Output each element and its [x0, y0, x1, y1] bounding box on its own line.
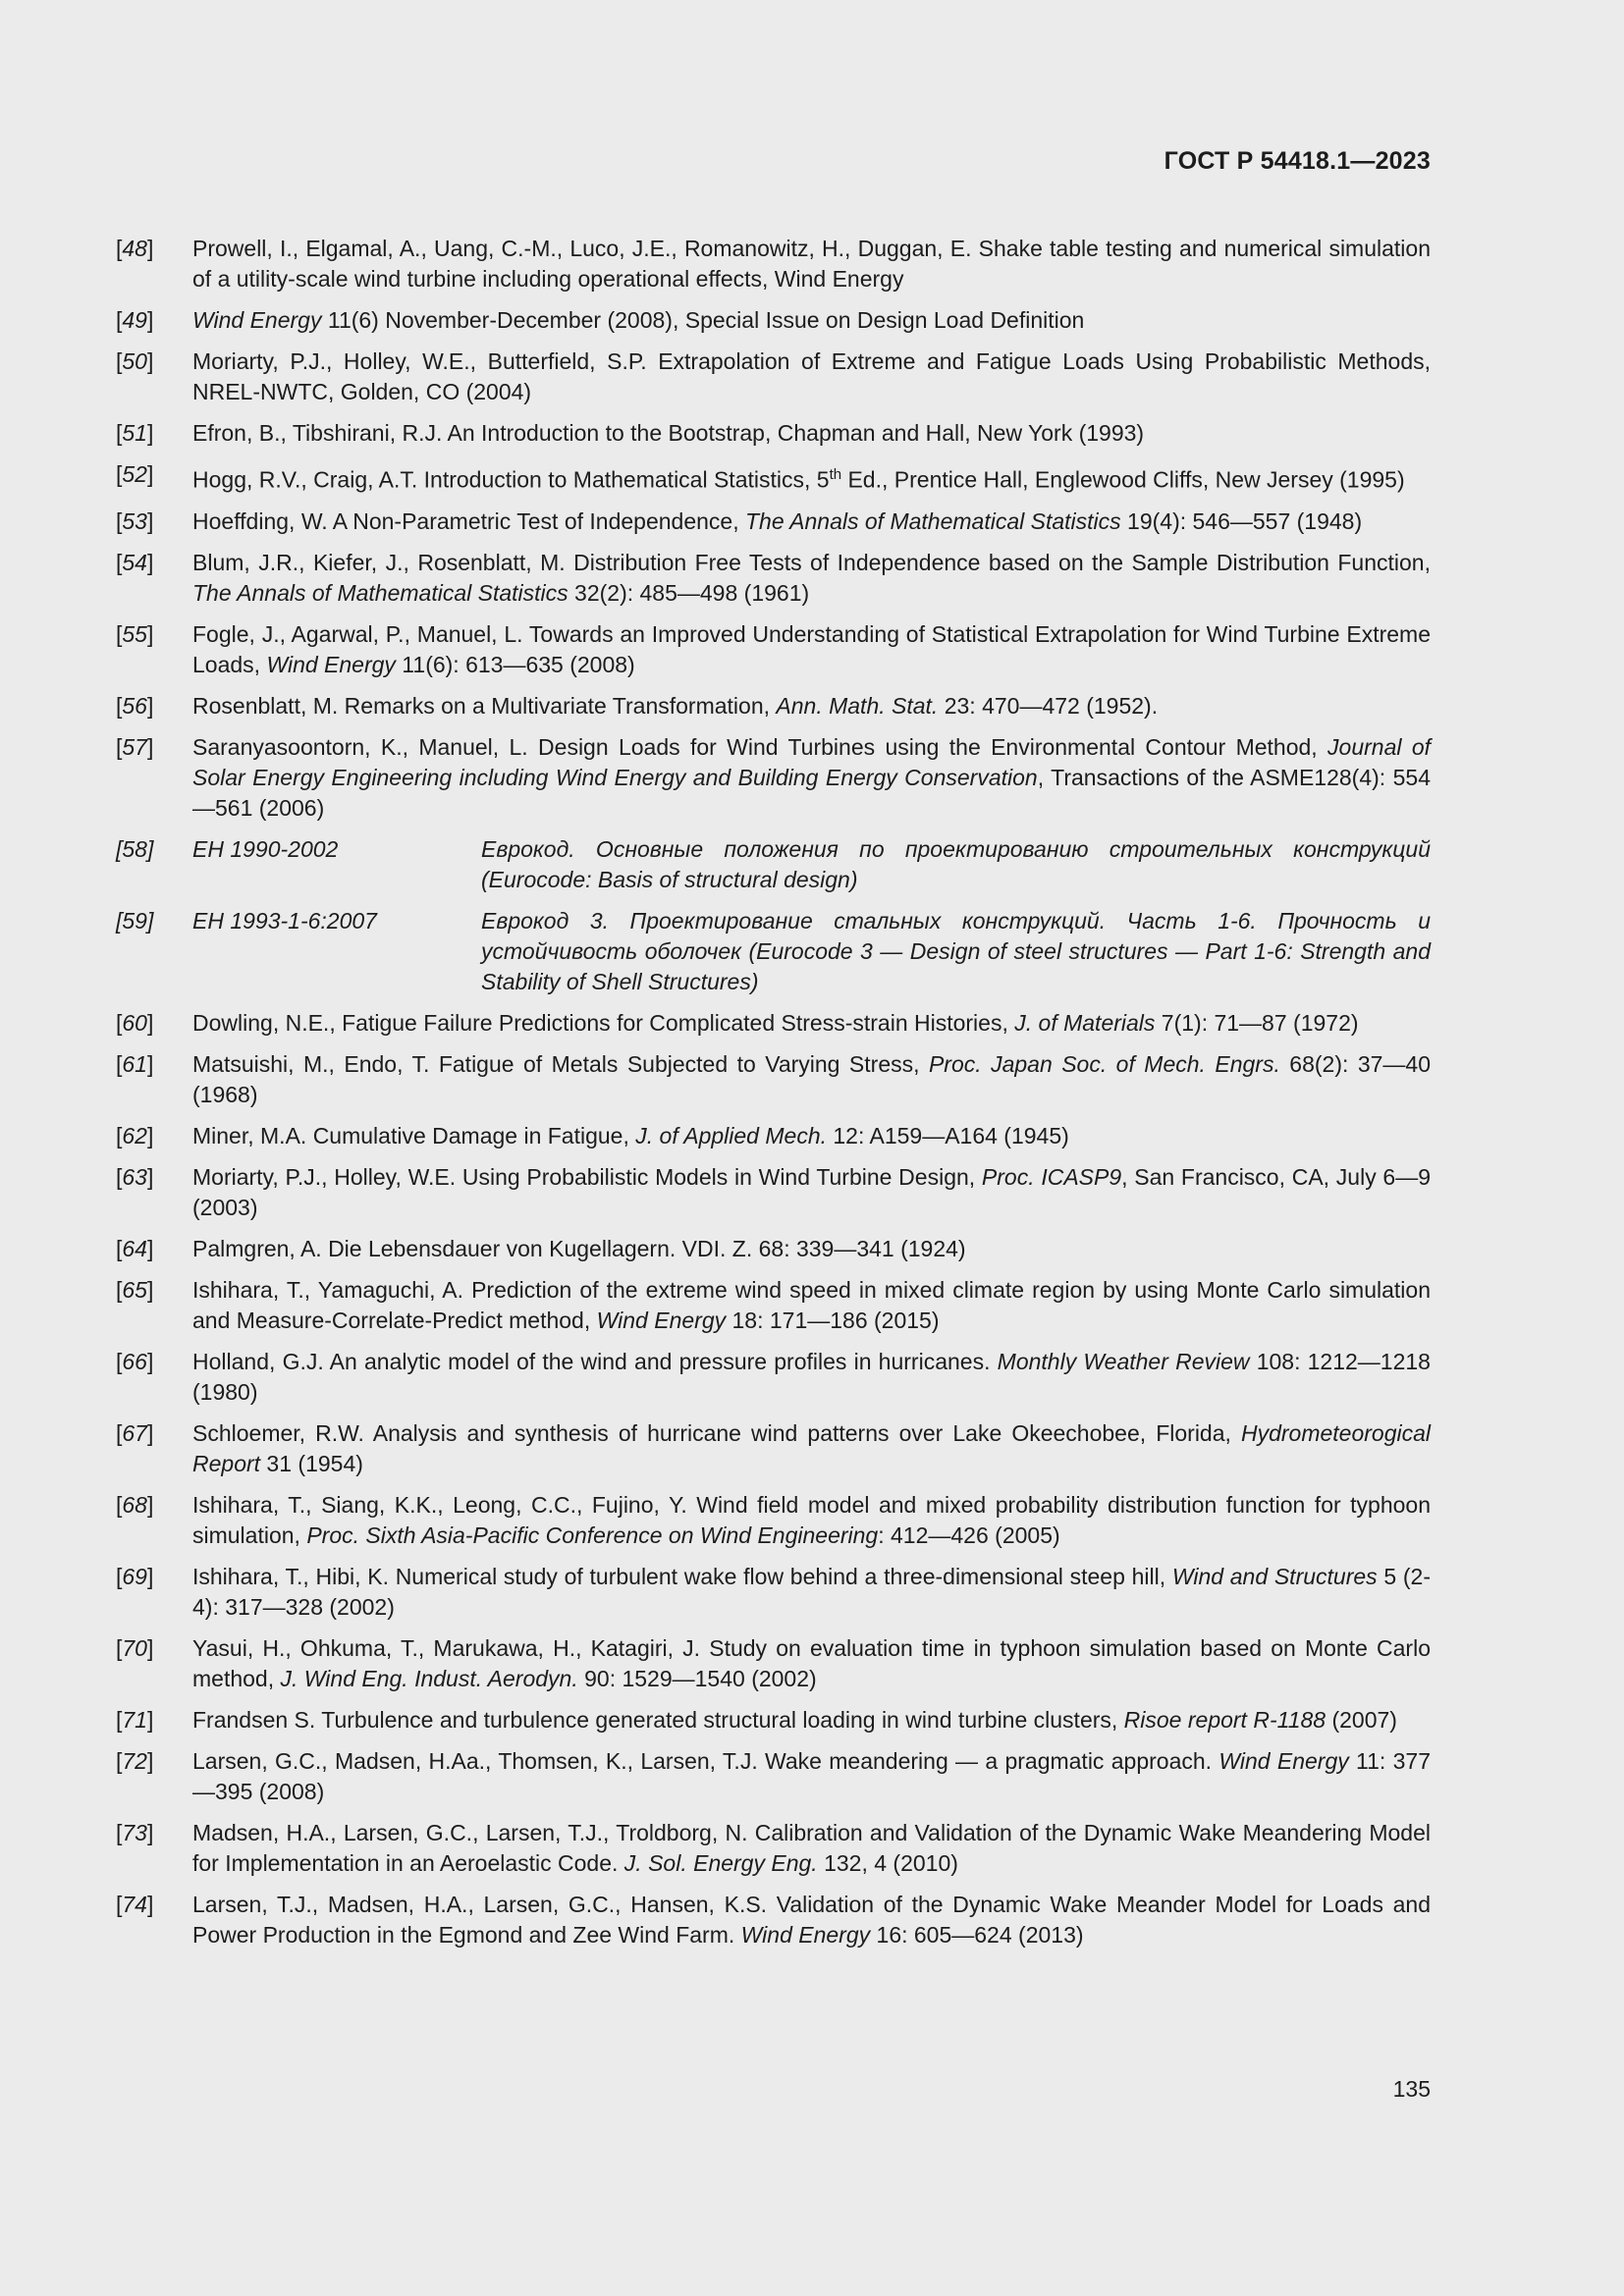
reference-item: [116, 732, 1431, 824]
page-number: 135: [1392, 2076, 1431, 2102]
reference-number: [60]: [116, 1009, 154, 1036]
reference-text: Moriarty, P.J., Holley, W.E. Using Probabilistic Models in Wind Turbine Design, Proc. ICASP9, San Francisco, CA, July 6—9 (2003): [192, 1163, 1432, 1220]
reference-number: [51]: [116, 420, 154, 446]
reference-number: [56]: [116, 692, 154, 719]
reference-text: Saranyasoontorn, K., Manuel, L. Design Loads for Wind Turbines using the Environmental Contour Method, Journal of Solar Energy Engineering including Wind Energy and Building Energy Conservation, Transactions of the ASME128(4): 554—561 (2006): [192, 733, 1432, 821]
reference-number: [52]: [116, 461, 154, 487]
reference-number: [49]: [116, 307, 154, 333]
reference-text: Dowling, N.E., Fatigue Failure Predictions for Complicated Stress-strain Histories, J. of Materials 7(1): 71—87 (1972): [192, 1009, 1359, 1036]
reference-text: Hoeffding, W. A Non-Parametric Test of Independence, The Annals of Mathematical Statistics 19(4): 546—557 (1948): [192, 507, 1363, 534]
reference-number: [68]: [116, 1491, 154, 1518]
reference-item: [116, 305, 1431, 336]
reference-number: [74]: [116, 1891, 154, 1917]
reference-item: [116, 619, 1431, 680]
reference-number: [62]: [116, 1122, 154, 1148]
reference-number: [55]: [116, 620, 154, 647]
reference-number: [67]: [116, 1419, 154, 1446]
reference-number: [64]: [116, 1235, 154, 1261]
reference-number: [58]: [116, 835, 154, 862]
standard-code: ЕН 1993-1-6:2007: [192, 907, 377, 934]
reference-item: [116, 1347, 1431, 1408]
reference-item: [116, 1633, 1431, 1694]
reference-item: [116, 1049, 1431, 1110]
reference-number: [57]: [116, 733, 154, 760]
reference-item: [116, 834, 1431, 895]
reference-text: Larsen, G.C., Madsen, H.Aa., Thomsen, K., Larsen, T.J. Wake meandering — a pragmatic approach. Wind Energy 11: 377—395 (2008): [192, 1747, 1432, 1804]
reference-item: [116, 1234, 1431, 1264]
reference-text: Miner, M.A. Cumulative Damage in Fatigue, J. of Applied Mech. 12: A159—A164 (1945): [192, 1122, 1069, 1148]
reference-item: [116, 1746, 1431, 1807]
reference-number: [69]: [116, 1563, 154, 1589]
reference-item: [116, 234, 1431, 294]
reference-item: [116, 347, 1431, 407]
reference-text: Efron, B., Tibshirani, R.J. An Introduction to the Bootstrap, Chapman and Hall, New York (1993): [192, 420, 1145, 446]
standard-title: Еврокод. Основные положения по проектированию строительных конструкций (Eurocode: Basis of structural design): [481, 835, 1431, 892]
reference-text: Prowell, I., Elgamal, A., Uang, C.-M., Luco, J.E., Romanowitz, H., Duggan, E. Shake table testing and numerical simulation of a utility-scale wind turbine including operational effects, Wind Energy: [192, 236, 1431, 292]
reference-number: [59]: [116, 907, 154, 934]
reference-item: [116, 548, 1431, 609]
reference-text: Yasui, H., Ohkuma, T., Marukawa, H., Katagiri, J. Study on evaluation time in typhoon simulation based on Monte Carlo method, J. Wind Eng. Indust. Aerodyn. 90: 1529—1540 (2002): [192, 1634, 1431, 1691]
reference-text: Hogg, R.V., Craig, A.T. Introduction to Mathematical Statistics, 5th Ed., Prentice Hall, Englewood Cliffs, New Jersey (1995): [192, 466, 1405, 493]
reference-text: Holland, G.J. An analytic model of the wind and pressure profiles in hurricanes. Monthly Weather Review 108: 1212—1218 (1980): [192, 1348, 1431, 1405]
standard-title: Еврокод 3. Проектирование стальных конструкций. Часть 1-6. Прочность и устойчивость оболочек (Eurocode 3 — Design of steel structures — Part 1-6: Strength and Stability of Shell Structures): [481, 907, 1431, 994]
reference-number: [61]: [116, 1050, 154, 1077]
reference-text: Matsuishi, M., Endo, T. Fatigue of Metals Subjected to Varying Stress, Proc. Japan Soc. of Mech. Engrs. 68(2): 37—40 (1968): [192, 1050, 1432, 1107]
reference-text: Madsen, H.A., Larsen, G.C., Larsen, T.J., Troldborg, N. Calibration and Validation of the Dynamic Wake Meandering Model for Implementation in an Aeroelastic Code. J. Sol. Energy Eng. 132, 4 (2010): [192, 1819, 1431, 1876]
reference-text: Ishihara, T., Yamaguchi, A. Prediction of the extreme wind speed in mixed climate region by using Monte Carlo simulation and Measure-Correlate-Predict method, Wind Energy 18: 171—186 (2015): [192, 1276, 1431, 1333]
reference-text: Larsen, T.J., Madsen, H.A., Larsen, G.C., Hansen, K.S. Validation of the Dynamic Wake Meander Model for Loads and Power Production in the Egmond and Zee Wind Farm. Wind Energy 16: 605—624 (2013): [192, 1891, 1431, 1948]
reference-item: [116, 507, 1431, 537]
reference-number: [70]: [116, 1634, 154, 1661]
reference-number: [50]: [116, 348, 154, 374]
reference-item: [116, 1008, 1431, 1039]
reference-number: [48]: [116, 236, 154, 261]
reference-number: [71]: [116, 1706, 154, 1733]
reference-number: [65]: [116, 1276, 154, 1303]
reference-item: [116, 1162, 1431, 1223]
reference-number: [72]: [116, 1747, 154, 1774]
reference-number: [63]: [116, 1163, 154, 1190]
reference-item: [116, 1490, 1431, 1551]
reference-text: Frandsen S. Turbulence and turbulence generated structural loading in wind turbine clusters, Risoe report R-1188 (2007): [192, 1706, 1397, 1733]
reference-text: Schloemer, R.W. Analysis and synthesis of hurricane wind patterns over Lake Okeechobee, Florida, Hydrometeorogical Report 31 (1954): [192, 1419, 1431, 1476]
bibliography-list: [116, 234, 1431, 1961]
reference-item: [116, 1275, 1431, 1336]
reference-text: Wind Energy 11(6) November-December (2008), Special Issue on Design Load Definition: [192, 307, 1085, 333]
reference-item: [116, 1121, 1431, 1151]
reference-text: Rosenblatt, M. Remarks on a Multivariate Transformation, Ann. Math. Stat. 23: 470—472 (1952).: [192, 692, 1159, 719]
reference-text: Blum, J.R., Kiefer, J., Rosenblatt, M. Distribution Free Tests of Independence based on the Sample Distribution Function, The Annals of Mathematical Statistics 32(2): 485—498 (1961): [192, 549, 1431, 606]
reference-item: [116, 1562, 1431, 1623]
reference-item: [116, 1890, 1431, 1950]
reference-number: [53]: [116, 507, 154, 534]
reference-text: Ishihara, T., Siang, K.K., Leong, C.C., Fujino, Y. Wind field model and mixed probability distribution function for typhoon simulation, Proc. Sixth Asia-Pacific Conference on Wind Engineering: 412—426 (2005): [192, 1491, 1431, 1548]
reference-item: [116, 1418, 1431, 1479]
reference-number: [73]: [116, 1819, 154, 1845]
reference-item: [116, 418, 1431, 449]
reference-text: Moriarty, P.J., Holley, W.E., Butterfield, S.P. Extrapolation of Extreme and Fatigue Loads Using Probabilistic Methods, NREL-NWTC, Golden, CO (2004): [192, 348, 1431, 404]
reference-text: Ishihara, T., Hibi, K. Numerical study of turbulent wake flow behind a three-dimensional steep hill, Wind and Structures 5 (2-4): 317—328 (2002): [192, 1563, 1431, 1620]
reference-item: [116, 691, 1431, 721]
reference-item: [116, 1818, 1431, 1879]
reference-text: Palmgren, A. Die Lebensdauer von Kugellagern. VDI. Z. 68: 339—341 (1924): [192, 1235, 966, 1261]
reference-item: [116, 459, 1431, 496]
standard-designation: ГОСТ Р 54418.1—2023: [1164, 147, 1431, 175]
reference-item: [116, 906, 1431, 997]
reference-number: [54]: [116, 549, 154, 575]
reference-item: [116, 1705, 1431, 1735]
reference-number: [66]: [116, 1348, 154, 1374]
standard-code: ЕН 1990-2002: [192, 835, 339, 862]
reference-text: Fogle, J., Agarwal, P., Manuel, L. Towards an Improved Understanding of Statistical Extrapolation for Wind Turbine Extreme Loads, Wind Energy 11(6): 613—635 (2008): [192, 620, 1431, 677]
